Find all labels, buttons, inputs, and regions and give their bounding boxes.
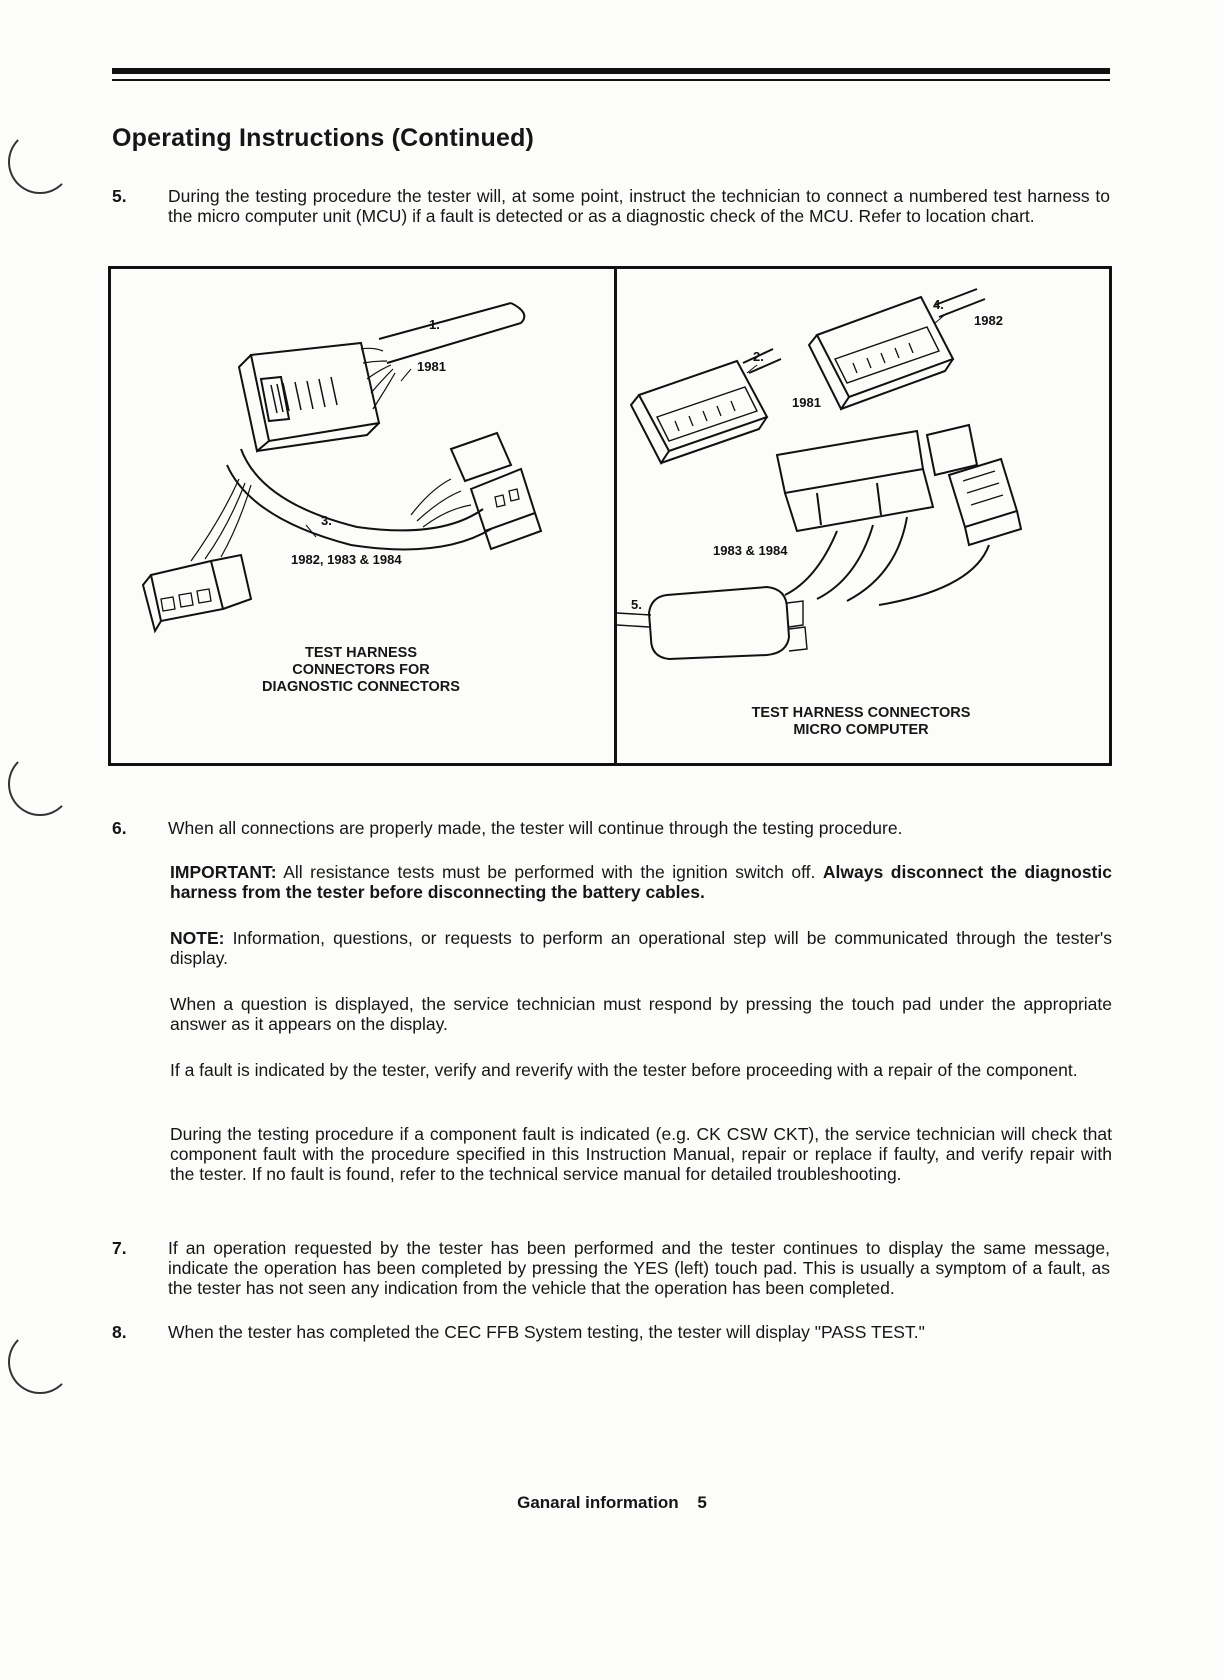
right-caption-line: MICRO COMPUTER <box>793 722 929 738</box>
important-note <box>170 862 1112 902</box>
important-text: All resistance tests must be performed with the ignition switch off. <box>283 862 816 882</box>
page-number: 5 <box>697 1493 707 1512</box>
label-1981: 1981 <box>417 359 446 374</box>
note <box>170 928 1112 968</box>
step-number: 5. <box>112 186 127 206</box>
label-1982: 1982 <box>974 313 1003 328</box>
label-1982-1983-1984: 1982, 1983 & 1984 <box>291 552 402 567</box>
important-label: IMPORTANT: <box>170 862 277 882</box>
left-caption-line: TEST HARNESS <box>305 645 417 661</box>
callout-5: 5. <box>631 597 642 612</box>
header-rule-thin <box>112 79 1110 81</box>
note-text: Information, questions, or requests to perform an operational step will be communicated through the tester's display. <box>170 928 1112 968</box>
label-1983-1984: 1983 & 1984 <box>713 543 788 558</box>
header-rule-thick <box>112 68 1110 74</box>
right-caption <box>711 705 1011 739</box>
right-caption-line: TEST HARNESS CONNECTORS <box>751 705 971 721</box>
footer-section: Ganaral information <box>517 1493 679 1512</box>
step-number: 7. <box>112 1238 127 1258</box>
binder-hole <box>8 752 72 816</box>
important-bold-text: Always disconnect the diagnostic harness from the tester before disconnecting the battery cables. <box>170 862 1112 902</box>
binder-hole <box>8 1330 72 1394</box>
callout-1: 1. <box>429 317 440 332</box>
figure-test-harness-connectors <box>108 266 1112 766</box>
step-text: When all connections are properly made, the tester will continue through the testing procedure. <box>168 818 903 838</box>
callout-2: 2. <box>753 349 764 364</box>
page-footer <box>0 1493 1224 1513</box>
note-label: NOTE: <box>170 928 225 948</box>
binder-hole <box>8 130 72 194</box>
left-caption-line: CONNECTORS FOR <box>292 662 430 678</box>
question-paragraph: When a question is displayed, the service technician must respond by pressing the touch pad under the appropriate answer as it appears on the display. <box>170 994 1112 1034</box>
page-title: Operating Instructions (Continued) <box>112 124 535 152</box>
right-connector-illustration <box>617 269 1111 763</box>
left-caption-line: DIAGNOSTIC CONNECTORS <box>262 679 460 695</box>
callout-3: 3. <box>321 513 332 528</box>
callout-4: 4. <box>933 297 944 312</box>
step-number: 8. <box>112 1322 127 1342</box>
step-number: 6. <box>112 818 127 838</box>
step-text: If an operation requested by the tester has been performed and the tester continues to display the same message, indicate the operation has been completed by pressing the YES (left) touch pad. This is usually a symptom of a fault, as the tester has not seen any indication from the vehicle that the operation has been completed. <box>168 1238 1110 1298</box>
step-text: When the tester has completed the CEC FFB System testing, the tester will display "PASS TEST." <box>168 1322 925 1342</box>
label-1981: 1981 <box>792 395 821 410</box>
during-paragraph: During the testing procedure if a component fault is indicated (e.g. CK CSW CKT), the service technician will check that component fault with the procedure specified in this Instruction Manual, repair or replace if faulty, and verify repair with the tester. If no fault is found, refer to the technical service manual for detailed troubleshooting. <box>170 1124 1112 1184</box>
left-caption <box>231 645 491 696</box>
step-text: During the testing procedure the tester will, at some point, instruct the technician to connect a numbered test harness to the micro computer unit (MCU) if a fault is detected or as a diagnostic check of the MCU. Refer to location chart. <box>168 186 1110 226</box>
fault-paragraph: If a fault is indicated by the tester, verify and reverify with the tester before proceeding with a repair of the component. <box>170 1060 1078 1080</box>
